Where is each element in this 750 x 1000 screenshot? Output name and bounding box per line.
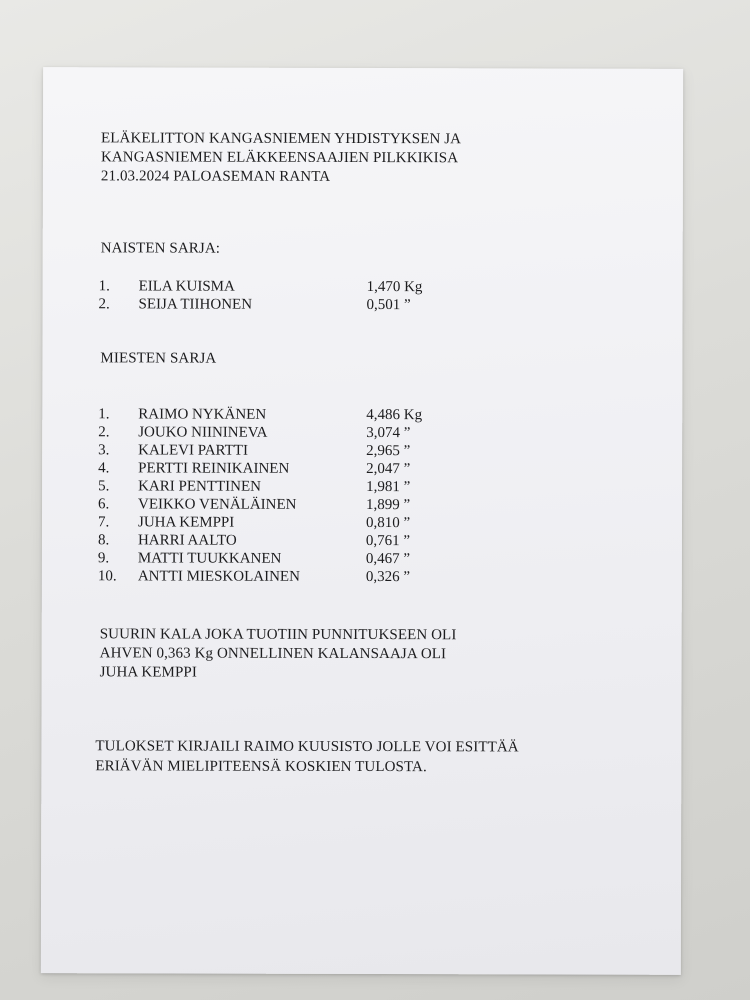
competitor-name: KALEVI PARTTI: [138, 442, 249, 459]
rank: 1.: [98, 278, 110, 295]
competitor-name: JOUKO NIININEVA: [138, 424, 268, 441]
men-result-row: [42, 549, 682, 569]
title-line-1: ELÄKELITTON KANGASNIEMEN YHDISTYKSEN JA: [100, 130, 462, 148]
catch-weight: 0,761 ”: [365, 533, 411, 550]
competitor-name: MATTI TUUKKANEN: [137, 550, 282, 567]
competitor-name: RAIMO NYKÄNEN: [138, 406, 267, 423]
competitor-name: KARI PENTTINEN: [138, 478, 262, 495]
title-line-3: 21.03.2024 PALOASEMAN RANTA: [100, 168, 331, 185]
catch-weight: 2,047 ”: [366, 461, 411, 478]
women-heading: NAISTEN SARJA:: [100, 240, 221, 257]
competitor-name: VEIKKO VENÄLÄINEN: [138, 496, 297, 513]
catch-weight: 3,074 ”: [366, 425, 411, 442]
biggest-fish-line-2: AHVEN 0,363 Kg ONNELLINEN KALANSAAJA OLI: [99, 645, 447, 663]
catch-weight: 0,326 ”: [365, 569, 411, 586]
paper-sheet: [41, 67, 683, 975]
rank: 5.: [98, 478, 110, 495]
catch-weight: 0,501 ”: [366, 297, 411, 314]
rank: 4.: [98, 460, 110, 477]
rank: 7.: [97, 514, 110, 531]
men-result-row: [42, 567, 682, 587]
men-result-row: [42, 423, 682, 443]
men-result-row: [42, 495, 682, 515]
men-result-row: [42, 459, 682, 479]
rank: 8.: [97, 532, 110, 549]
competitor-name: HARRI AALTO: [137, 532, 237, 549]
women-result-row: [43, 295, 683, 315]
rank: 10.: [97, 568, 117, 585]
men-result-row: [42, 531, 682, 551]
men-result-row: [42, 513, 682, 533]
biggest-fish-line-1: SUURIN KALA JOKA TUOTIIN PUNNITUKSEEN OLI: [99, 626, 457, 644]
catch-weight: 1,470 Kg: [366, 279, 423, 296]
title-line-2: KANGASNIEMEN ELÄKKEENSAAJIEN PILKKIKISA: [100, 149, 459, 167]
catch-weight: 4,486 Kg: [366, 407, 423, 424]
catch-weight: 0,810 ”: [365, 515, 411, 532]
men-result-row: [42, 441, 682, 461]
rank: 3.: [98, 442, 110, 459]
men-heading: MIESTEN SARJA: [100, 350, 217, 367]
competitor-name: ANTTI MIESKOLAINEN: [137, 568, 300, 585]
rank: 2.: [98, 424, 110, 441]
catch-weight: 1,981 ”: [366, 479, 411, 496]
competitor-name: SEIJA TIIHONEN: [138, 296, 253, 313]
competitor-name: EILA KUISMA: [138, 278, 235, 295]
competitor-name: JUHA KEMPPI: [137, 514, 235, 531]
catch-weight: 0,467 ”: [365, 551, 411, 568]
men-result-row: [42, 477, 682, 497]
footer-line-1: TULOKSET KIRJAILI RAIMO KUUSISTO JOLLE VOI ESITTÄÄ: [95, 738, 519, 756]
biggest-fish-line-3: JUHA KEMPPI: [99, 664, 197, 681]
men-result-row: [42, 405, 682, 425]
catch-weight: 1,899 ”: [366, 497, 411, 514]
catch-weight: 2,965 ”: [366, 443, 411, 460]
rank: 9.: [97, 550, 110, 567]
rank: 2.: [98, 296, 110, 313]
rank: 6.: [98, 496, 110, 513]
competitor-name: PERTTI REINIKAINEN: [138, 460, 290, 477]
rank: 1.: [98, 406, 110, 423]
women-result-row: [43, 277, 683, 297]
footer-line-2: ERIÄVÄN MIELIPITEENSÄ KOSKIEN TULOSTA.: [95, 758, 427, 776]
